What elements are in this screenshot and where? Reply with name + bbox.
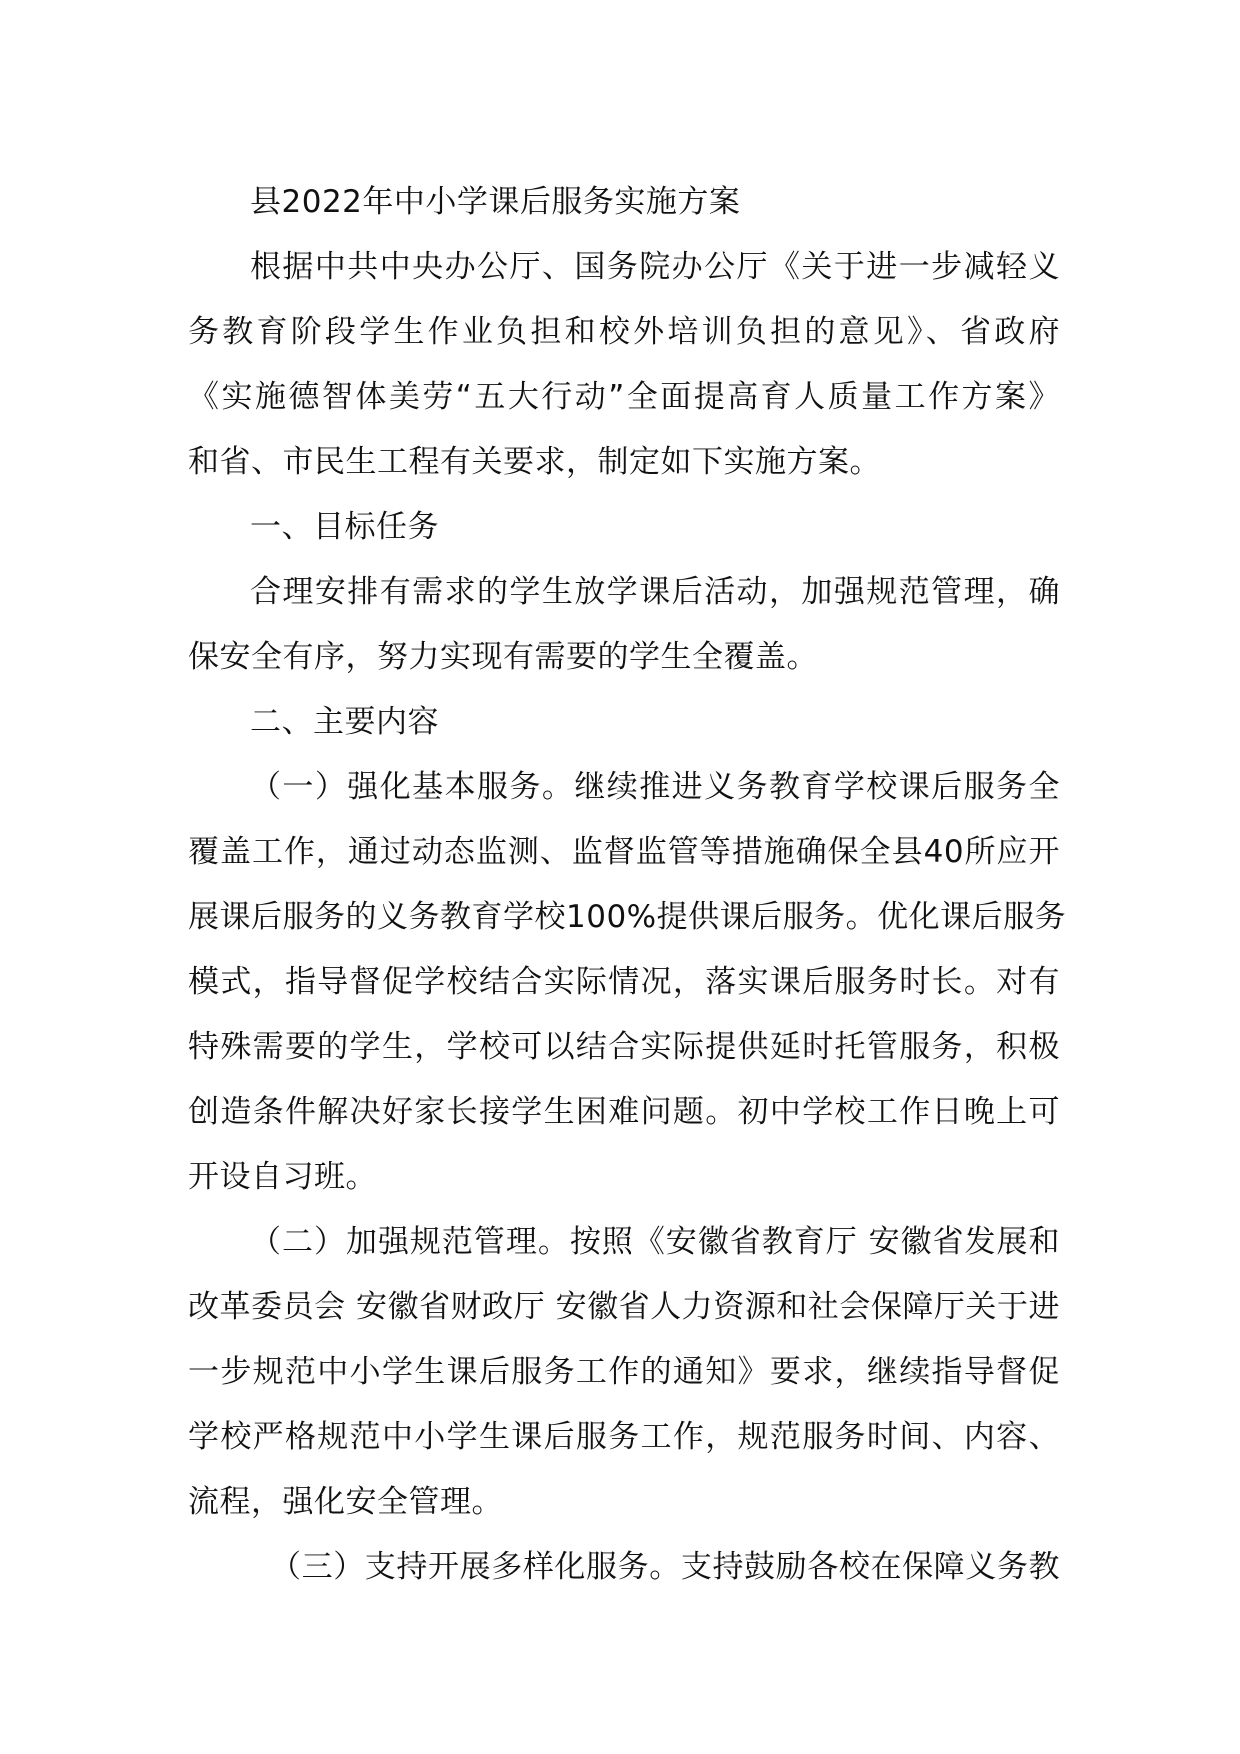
section-heading: 二、主要内容: [250, 704, 439, 740]
paragraph-line: 流程，强化安全管理。: [188, 1484, 503, 1520]
paragraph-line: （一）强化基本服务。继续推进义务教育学校课后服务全: [250, 769, 1060, 805]
paragraph-line: 一步规范中小学生课后服务工作的通知》要求，继续指导督促: [188, 1354, 1060, 1390]
paragraph-line: 开设自习班。: [188, 1159, 377, 1195]
paragraph-line: （二）加强规范管理。按照《安徽省教育厅 安徽省发展和: [250, 1224, 1060, 1260]
paragraph-line: 学校严格规范中小学生课后服务工作，规范服务时间、内容、: [188, 1419, 1060, 1455]
paragraph-line: 务教育阶段学生作业负担和校外培训负担的意见》、省政府: [188, 314, 1060, 350]
paragraph-line: 覆盖工作，通过动态监测、监督监管等措施确保全县40所应开: [188, 834, 1060, 870]
paragraph-line: 保安全有序，努力实现有需要的学生全覆盖。: [188, 639, 818, 675]
section-heading: 一、目标任务: [250, 509, 439, 545]
paragraph-line: （三）支持开展多样化服务。支持鼓励各校在保障义务教: [270, 1549, 1060, 1585]
paragraph-line: 模式，指导督促学校结合实际情况，落实课后服务时长。对有: [188, 964, 1060, 1000]
paragraph-line: 改革委员会 安徽省财政厅 安徽省人力资源和社会保障厅关于进: [188, 1289, 1060, 1325]
paragraph-line: 展课后服务的义务教育学校100%提供课后服务。优化课后服务: [188, 899, 1067, 935]
paragraph-line: 创造条件解决好家长接学生困难问题。初中学校工作日晚上可: [188, 1094, 1060, 1130]
paragraph-line: 特殊需要的学生，学校可以结合实际提供延时托管服务，积极: [188, 1029, 1060, 1065]
document-title: 县2022年中小学课后服务实施方案: [250, 184, 741, 220]
paragraph-line: 和省、市民生工程有关要求，制定如下实施方案。: [188, 444, 881, 480]
paragraph-line: 《实施德智体美劳“五大行动”全面提高育人质量工作方案》: [188, 379, 1060, 415]
paragraph-line: 根据中共中央办公厅、国务院办公厅《关于进一步减轻义: [250, 249, 1060, 285]
paragraph-line: 合理安排有需求的学生放学课后活动，加强规范管理，确: [250, 574, 1060, 610]
document-page: [188, 170, 1067, 1600]
